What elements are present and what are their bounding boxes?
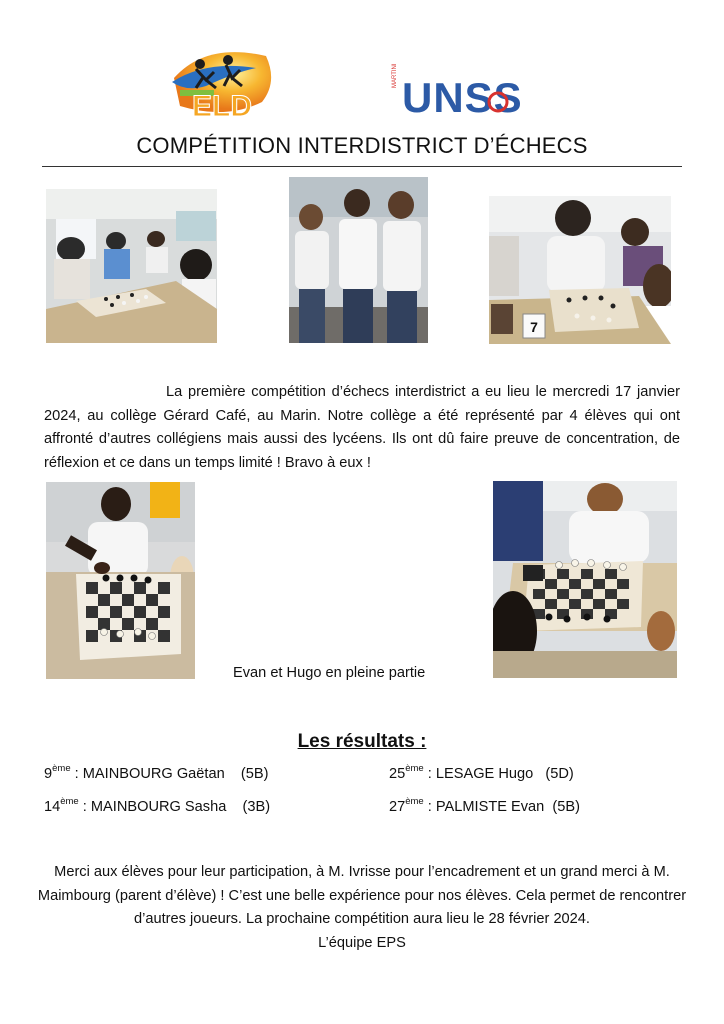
results-heading: Les résultats : — [297, 731, 427, 752]
unss-logo — [388, 64, 560, 120]
result-name: : MAINBOURG Gaëtan (5B) — [70, 766, 269, 782]
result-rank-suffix: ème — [60, 796, 79, 807]
result-rank: 9 — [44, 766, 53, 782]
classroom-photo — [46, 189, 217, 343]
result-item — [389, 796, 580, 815]
intro-paragraph — [44, 381, 680, 475]
result-rank-suffix: ème — [52, 763, 71, 774]
evan-playing-photo — [46, 482, 195, 679]
logo-subtitle: MARTINIQUE — [392, 64, 398, 88]
students-photo — [289, 177, 428, 343]
result-item — [44, 796, 271, 815]
chess-player-photo — [489, 196, 671, 344]
result-item — [44, 763, 269, 782]
result-rank: 14 — [44, 799, 61, 815]
result-rank: 25 — [389, 766, 406, 782]
closing-text: Merci aux élèves pour leur participation, à M. Ivrisse pour l’encadrement et un grand merci à M. Maimbourg (parent d’élève) ! C’est une belle expérience pour nos élèves. Cela permet de rencontrer d’autres joueurs. La prochaine compétition aura lieu le 28 février 2024. — [37, 864, 687, 927]
result-item — [389, 763, 574, 782]
result-rank-suffix: ème — [405, 763, 424, 774]
page-title: COMPÉTITION INTERDISTRICT D’ÉCHECS — [136, 133, 588, 158]
logo-wordmark: UNSS — [402, 74, 523, 120]
title-divider — [42, 166, 682, 167]
photo-caption: Evan et Hugo en pleine partie — [233, 665, 426, 681]
signature: L’équipe EPS — [318, 934, 406, 951]
table-number: 7 — [530, 319, 538, 335]
intro-text: La première compétition d’échecs interdistrict a eu lieu le mercredi 17 janvier 2024, au collège Gérard Café, au Marin. Notre collège a été représenté par 4 élèves qui ont affronté d’autres collégiens mais aussi des lycéens. Ils ont dû faire preuve de concentration, de réflexion et ce dans un temps limité ! Bravo à eux ! — [44, 384, 680, 471]
school-logo — [166, 42, 278, 120]
result-rank-suffix: ème — [405, 796, 424, 807]
hugo-playing-photo — [493, 481, 677, 678]
logo-text: ELD — [192, 90, 252, 120]
result-name: : LESAGE Hugo (5D) — [423, 766, 574, 782]
result-name: : PALMISTE Evan (5B) — [423, 799, 580, 815]
result-name: : MAINBOURG Sasha (3B) — [78, 799, 271, 815]
closing-paragraph — [34, 861, 690, 955]
result-rank: 27 — [389, 799, 406, 815]
